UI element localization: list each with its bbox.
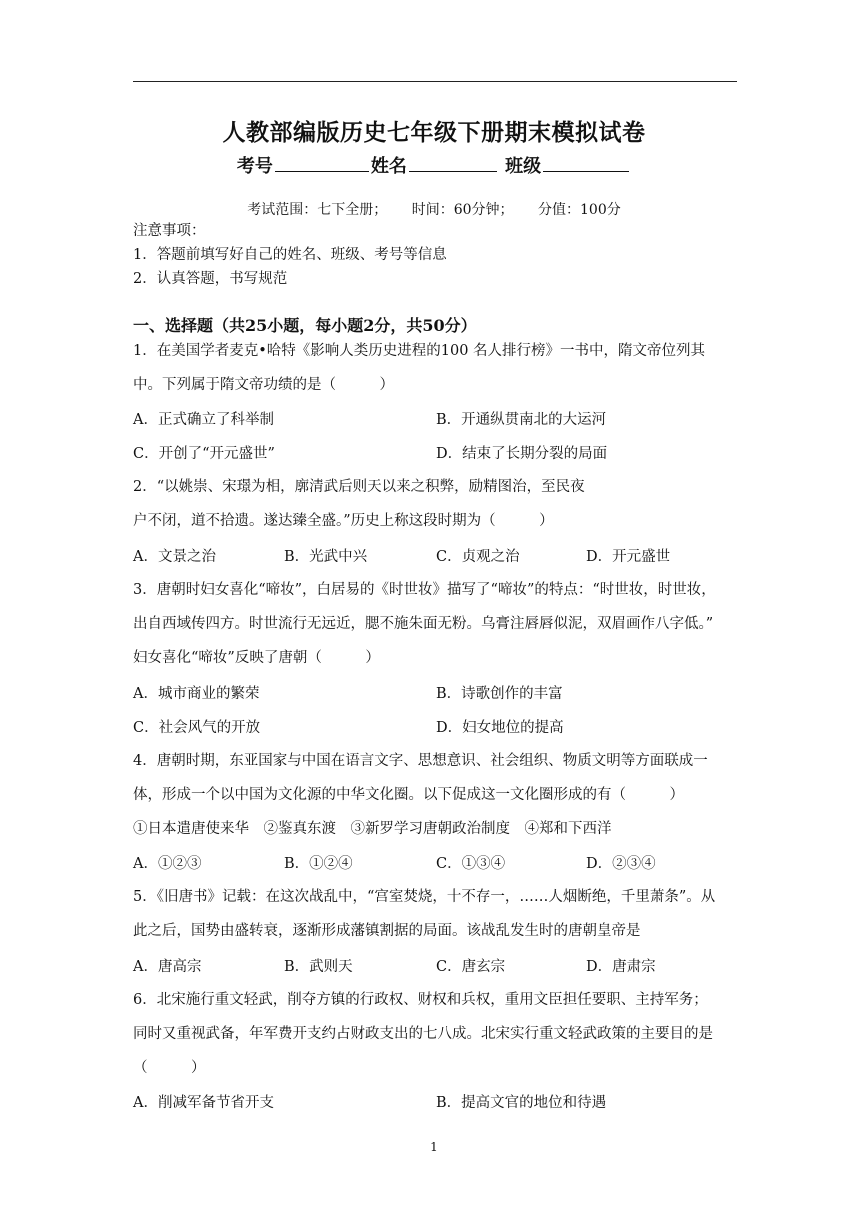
option-d: D．开元盛世 xyxy=(586,549,671,565)
option-a: A．正式确立了科举制 xyxy=(133,412,274,428)
option-c: C．社会风气的开放 xyxy=(133,720,261,736)
question-text-line: 中。下列属于隋文帝功绩的是（ ） xyxy=(133,377,394,393)
question-text-line: 同时又重视武备，年军费开支约占财政支出的七八成。北宋实行重文轻武政策的主要目的是 xyxy=(133,1026,713,1042)
question-text-line: 6．北宋施行重文轻武，削夺方镇的行政权、财权和兵权，重用文臣担任要职、主持军务； xyxy=(133,992,708,1008)
name-blank xyxy=(409,153,497,172)
option-c: C．①③④ xyxy=(436,856,506,872)
option-c: C．贞观之治 xyxy=(436,549,520,565)
question-text-line: 5．《旧唐书》记载：在这次战乱中，“宫室焚烧，十不存一，……人烟断绝，千里萧条”。从 xyxy=(133,889,716,905)
option-b: B．武则天 xyxy=(284,959,353,975)
option-b: B．诗歌创作的丰富 xyxy=(436,686,563,702)
option-c: C．开创了“开元盛世” xyxy=(133,446,275,462)
exam-scope xyxy=(0,199,868,219)
question-text-line: ①日本遣唐使来华 ②鉴真东渡 ③新罗学习唐朝政治制度 ④郑和下西洋 xyxy=(133,821,612,837)
note-item: 2．认真答题，书写规范 xyxy=(133,271,288,287)
question-text-line: 此之后，国势由盛转衰，逐渐形成藩镇割据的局面。该战乱发生时的唐朝皇帝是 xyxy=(133,923,641,939)
option-b: B．光武中兴 xyxy=(284,549,368,565)
option-d: D．结束了长期分裂的局面 xyxy=(436,446,608,462)
question-text-line: 2．“以姚崇、宋璟为相，廓清武后则天以来之积弊，励精图治，至民夜 xyxy=(133,479,585,495)
question-text-line: 3．唐朝时妇女喜化“啼妆”，白居易的《时世妆》描写了“啼妆”的特点：“时世妆，时世妆， xyxy=(133,582,716,598)
page-number: 1 xyxy=(430,1140,438,1154)
scope-time: 时间：60分钟； xyxy=(411,202,514,218)
option-d: D．妇女地位的提高 xyxy=(436,720,564,736)
option-a: A．①②③ xyxy=(133,856,202,872)
option-a: A．文景之治 xyxy=(133,549,216,565)
scope-score: 分值：100分 xyxy=(538,202,621,218)
option-b: B．①②④ xyxy=(284,856,353,872)
exam-no-label: 考号 xyxy=(236,156,273,177)
question-6 xyxy=(133,983,743,1085)
student-info-line xyxy=(0,152,868,178)
question-5 xyxy=(133,880,743,948)
question-text-line: 4．唐朝时期，东亚国家与中国在语言文字、思想意识、社会组织、物质文明等方面联成一 xyxy=(133,753,708,769)
section-title: 一、选择题（共25小题，每小题2分，共50分） xyxy=(133,316,477,335)
option-a: A．城市商业的繁荣 xyxy=(133,686,260,702)
question-4 xyxy=(133,744,743,846)
name-label: 姓名 xyxy=(370,156,407,177)
exam-no-blank xyxy=(275,153,369,172)
question-text-line: 妇女喜化“啼妆”反映了唐朝（ ） xyxy=(133,650,380,666)
question-3 xyxy=(133,573,743,675)
option-d: D．②③④ xyxy=(586,856,656,872)
class-blank xyxy=(543,153,629,172)
question-text-line: 体，形成一个以中国为文化源的中华文化圈。以下促成这一文化圈形成的有（ ） xyxy=(133,787,684,803)
question-text-line: （ ） xyxy=(133,1060,206,1076)
question-2 xyxy=(133,470,743,538)
question-1 xyxy=(133,334,743,402)
option-d: D．唐肃宗 xyxy=(586,959,656,975)
note-item: 1．答题前填写好自己的姓名、班级、考号等信息 xyxy=(133,247,447,263)
option-a: A．削减军备节省开支 xyxy=(133,1095,274,1111)
header-rule xyxy=(133,81,737,82)
page-title: 人教部编版历史七年级下册期末模拟试卷 xyxy=(222,119,646,146)
question-text-line: 1．在美国学者麦克•哈特《影响人类历史进程的100 名人排行榜》一书中，隋文帝位列其 xyxy=(133,343,706,359)
notes-heading: 注意事项： xyxy=(133,223,206,239)
question-text-line: 户不闭，道不拾遗。遂达臻全盛。”历史上称这段时期为（ ） xyxy=(133,513,554,529)
option-b: B．提高文官的地位和待遇 xyxy=(436,1095,607,1111)
scope-range: 考试范围：七下全册； xyxy=(247,202,388,218)
question-text-line: 出自西域传四方。时世流行无远近，腮不施朱面无粉。乌膏注唇唇似泥，双眉画作八字低。” xyxy=(133,616,714,632)
option-a: A．唐高宗 xyxy=(133,959,202,975)
option-c: C．唐玄宗 xyxy=(436,959,506,975)
option-b: B．开通纵贯南北的大运河 xyxy=(436,412,607,428)
class-label: 班级 xyxy=(505,156,542,177)
